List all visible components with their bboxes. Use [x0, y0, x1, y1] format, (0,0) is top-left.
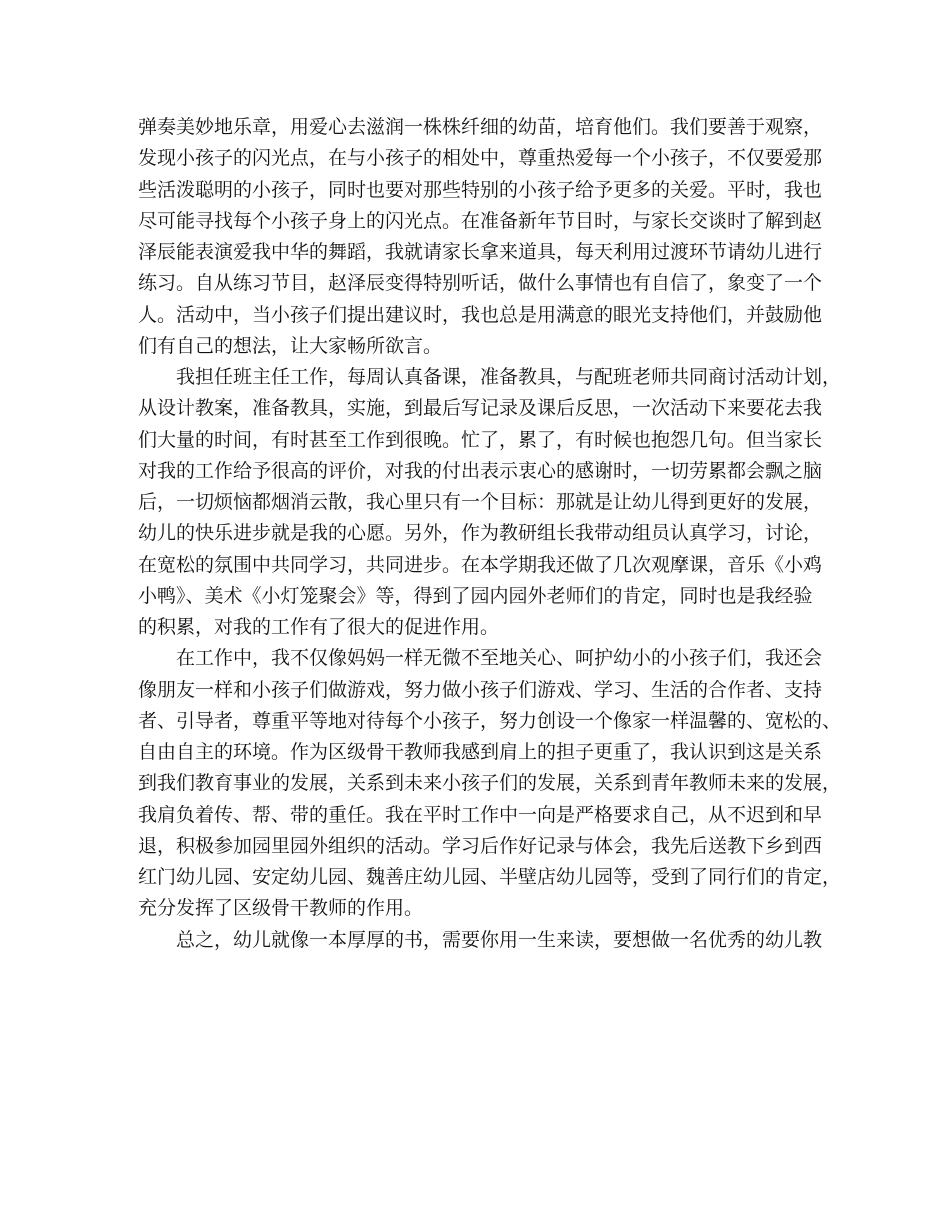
text-line: 们有自己的想法，让大家畅所欲言。 [138, 334, 443, 357]
text-line: 我担任班主任工作，每周认真备课，准备教具，与配班老师共同商讨活动计划， [138, 366, 842, 388]
text-line: 者、引导者，尊重平等地对待每个小孩子，努力创设一个像家一样温馨的、宽松的、 [138, 709, 842, 732]
paragraph-4 [138, 925, 830, 956]
text-line: 后，一切烦恼都烟消云散，我心里只有一个目标：那就是让幼儿得到更好的发展， [138, 491, 823, 513]
text-line: 弹奏美妙地乐章，用爱心去滋润一株株纤细的幼苗，培育他们。我们要善于观察， [138, 116, 823, 138]
text-line: 的积累，对我的工作有了很大的促进作用。 [138, 616, 500, 638]
text-line: 发现小孩子的闪光点，在与小孩子的相处中，尊重热爱每一个小孩子，不仅要爱那 [138, 147, 823, 170]
text-line: 泽辰能表演爱我中华的舞蹈，我就请家长拿来道具，每天利用过渡环节请幼儿进行 [138, 241, 823, 263]
text-line: 在宽松的氛围中共同学习，共同进步。在本学期我还做了几次观摩课，音乐《小鸡 [138, 553, 823, 576]
text-line: 在工作中，我不仅像妈妈一样无微不至地关心、呵护幼小的小孩子们，我还会 [138, 647, 823, 670]
paragraph-1 [138, 112, 830, 362]
text-line: 小鸭》、美术《小灯笼聚会》等，得到了园内园外老师们的肯定，同时也是我经验 [138, 584, 813, 607]
text-line: 退，积极参加园里园外组织的活动。学习后作好记录与体会，我先后送教下乡到西 [138, 834, 823, 857]
text-line: 从设计教案，准备教具，实施，到最后写记录及课后反思，一次活动下来要花去我 [138, 397, 823, 420]
text-line: 对我的工作给予很高的评价，对我的付出表示衷心的感谢时，一切劳累都会飘之脑 [138, 459, 823, 482]
text-line: 人。活动中，当小孩子们提出建议时，我也总是用满意的眼光支持他们，并鼓励他 [138, 303, 823, 326]
text-line: 些活泼聪明的小孩子，同时也要对那些特别的小孩子给予更多的关爱。平时，我也 [138, 178, 823, 201]
text-line: 总之，幼儿就像一本厚厚的书，需要你用一生来读，要想做一名优秀的幼儿教 [138, 928, 823, 951]
text-line: 我肩负着传、帮、带的重任。我在平时工作中一向是严格要求自己，从不迟到和早 [138, 803, 823, 826]
text-line: 红门幼儿园、安定幼儿园、魏善庄幼儿园、半壁店幼儿园等，受到了同行们的肯定， [138, 866, 842, 888]
text-line: 充分发挥了区级骨干教师的作用。 [138, 897, 424, 920]
document-body [138, 112, 842, 956]
text-line: 尽可能寻找每个小孩子身上的闪光点。在准备新年节目时，与家长交谈时了解到赵 [138, 209, 823, 232]
text-line: 幼儿的快乐进步就是我的心愿。另外，作为教研组长我带动组员认真学习，讨论， [138, 522, 823, 545]
text-line: 们大量的时间，有时甚至工作到很晚。忙了，累了，有时候也抱怨几句。但当家长 [138, 428, 823, 451]
text-line: 练习。自从练习节目，赵泽辰变得特别听话，做什么事情也有自信了，象变了一个 [138, 272, 823, 295]
text-line: 像朋友一样和小孩子们做游戏，努力做小孩子们游戏、学习、生活的合作者、支持 [138, 678, 823, 701]
text-line: 到我们教育事业的发展，关系到未来小孩子们的发展，关系到青年教师未来的发展， [138, 772, 842, 795]
text-line: 自由自主的环境。作为区级骨干教师我感到肩上的担子更重了，我认识到这是关系 [138, 741, 823, 763]
paragraph-3 [138, 643, 842, 924]
paragraph-2 [138, 362, 842, 643]
